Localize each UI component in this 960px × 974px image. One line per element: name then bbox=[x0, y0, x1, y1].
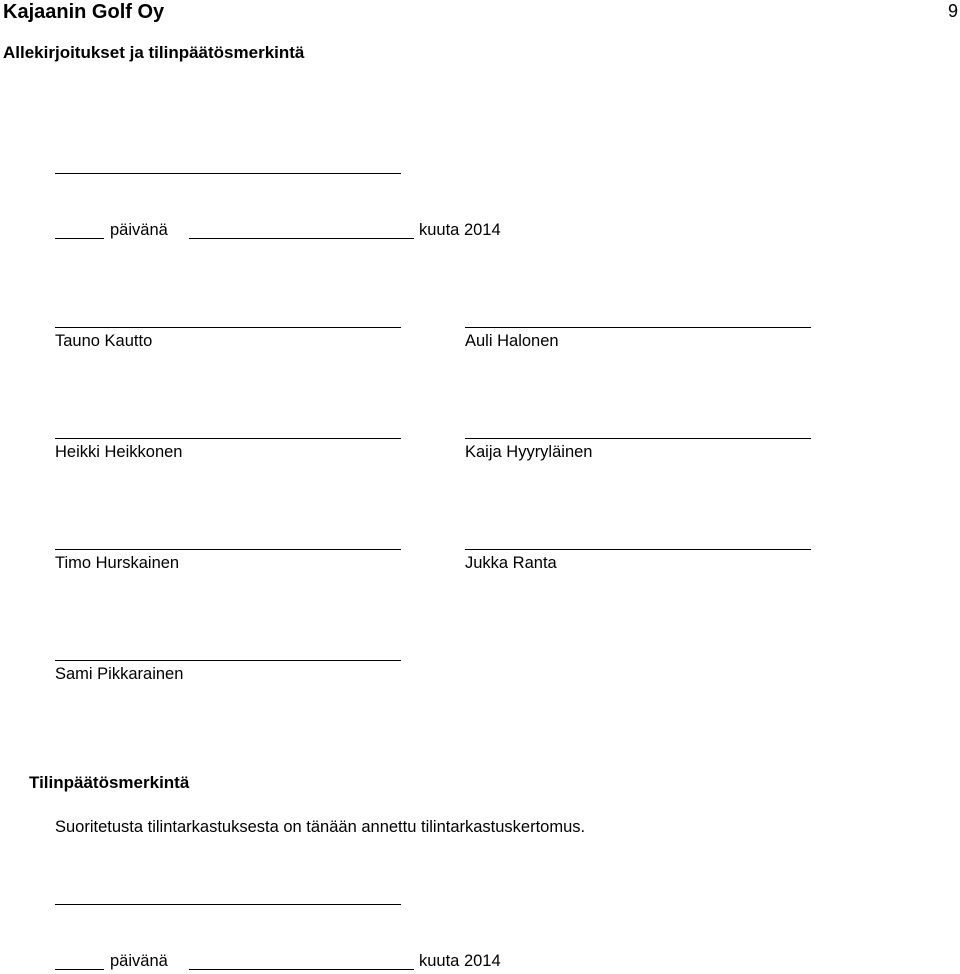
signature-line bbox=[55, 438, 401, 439]
place-line bbox=[55, 173, 401, 174]
audit-heading: Tilinpäätösmerkintä bbox=[29, 773, 190, 792]
signature-line bbox=[55, 660, 401, 661]
signatory-name: Auli Halonen bbox=[465, 332, 559, 350]
day-word: päivänä bbox=[110, 952, 168, 970]
signature-line bbox=[465, 327, 811, 328]
signatory-name: Tauno Kautto bbox=[55, 332, 153, 350]
signature-line bbox=[465, 549, 811, 550]
page-subtitle: Allekirjoitukset ja tilinpäätösmerkintä bbox=[3, 43, 305, 62]
month-word: kuuta 2014 bbox=[419, 221, 501, 239]
page-number: 9 bbox=[947, 1, 958, 21]
signature-line bbox=[55, 327, 401, 328]
signature-line bbox=[465, 438, 811, 439]
day-blank-line bbox=[55, 969, 104, 970]
month-blank-line bbox=[189, 238, 414, 239]
place-line bbox=[55, 904, 401, 905]
day-word: päivänä bbox=[110, 221, 168, 239]
audit-statement: Suoritetusta tilintarkastuksesta on tänään annettu tilintarkastuskertomus. bbox=[55, 818, 586, 836]
company-name: Kajaanin Golf Oy bbox=[3, 1, 165, 23]
month-blank-line bbox=[189, 969, 414, 970]
signatory-name: Kaija Hyyryläinen bbox=[465, 443, 593, 461]
signatory-name: Heikki Heikkonen bbox=[55, 443, 183, 461]
signatory-name: Sami Pikkarainen bbox=[55, 665, 184, 683]
month-word: kuuta 2014 bbox=[419, 952, 501, 970]
day-blank-line bbox=[55, 238, 104, 239]
signature-line bbox=[55, 549, 401, 550]
signatory-name: Timo Hurskainen bbox=[55, 554, 180, 572]
signatory-name: Jukka Ranta bbox=[465, 554, 557, 572]
